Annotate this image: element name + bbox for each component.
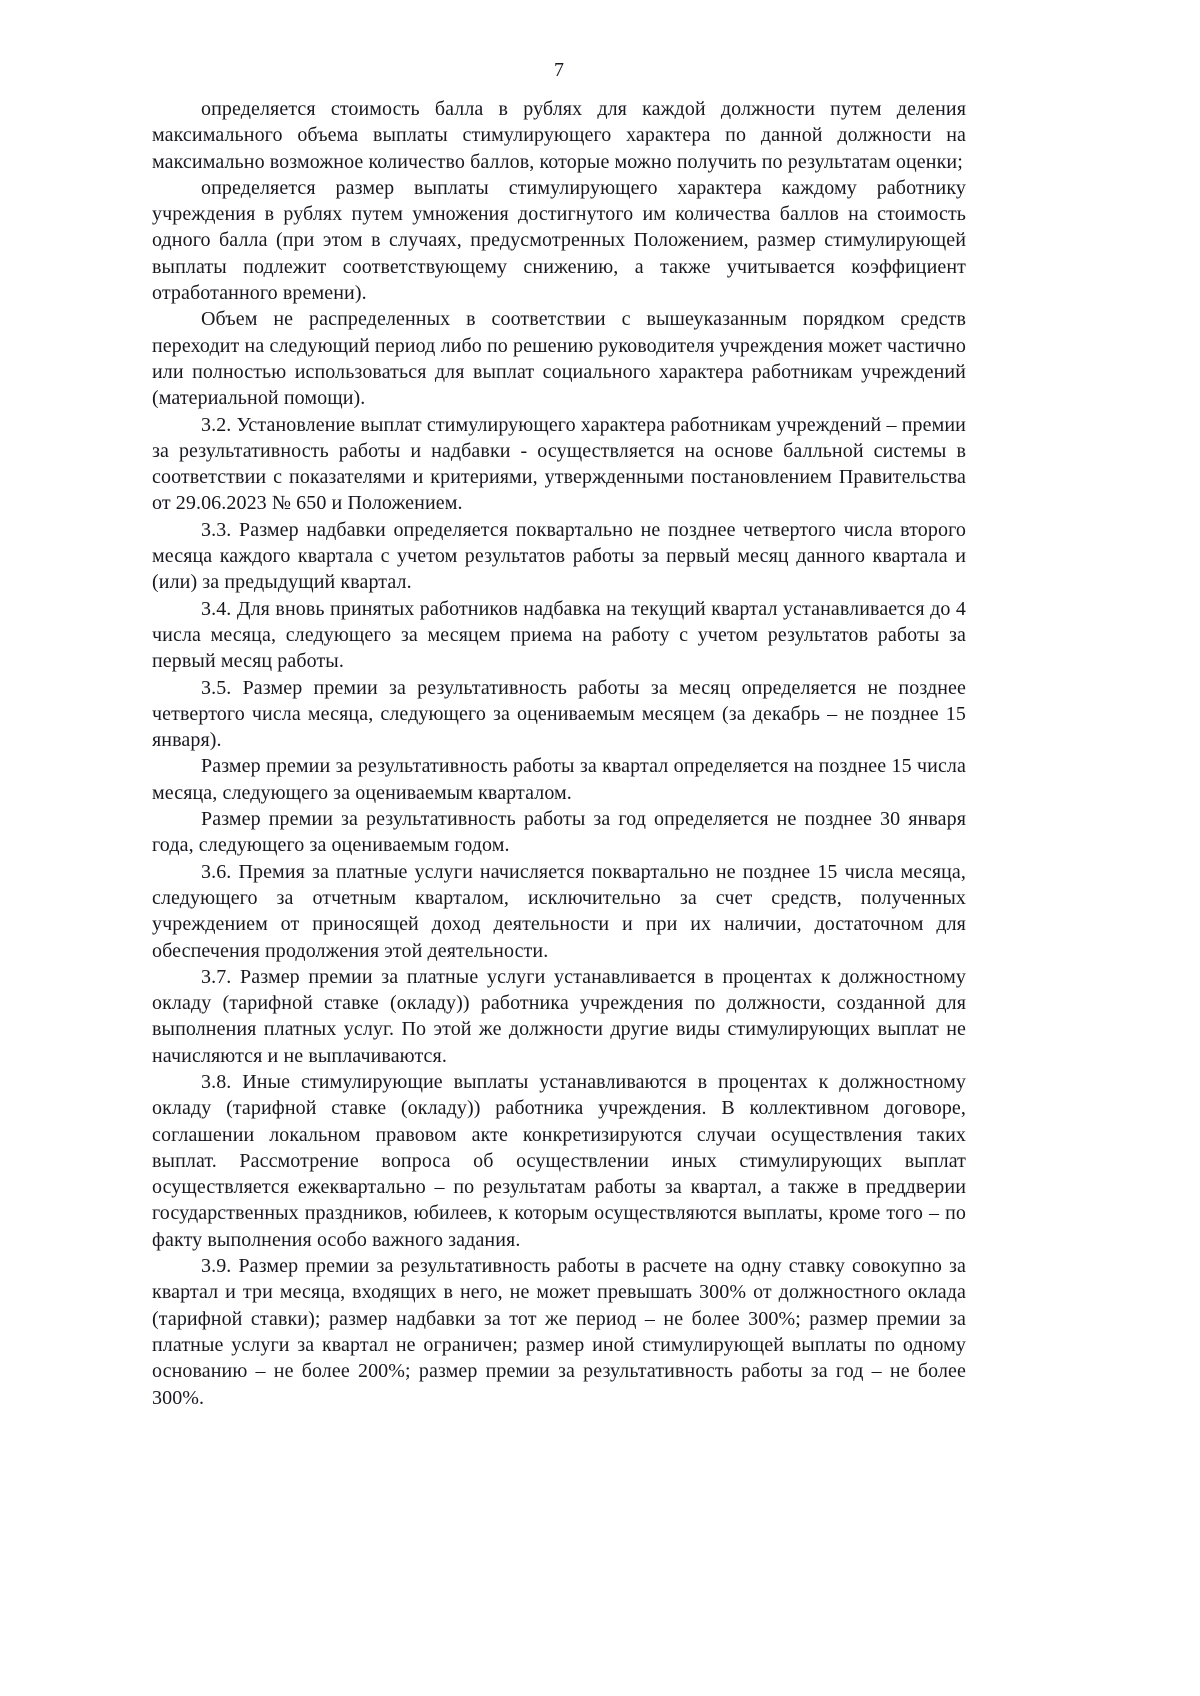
- page-number: 7: [554, 59, 564, 81]
- paragraph-3-2: 3.2. Установление выплат стимулирующего характера работникам учреждений – премии за результативность работы и надбавки - осуществляется на основе балльной системы в соответствии с показателями и критериями, утвержденными постановлением Правительства от 29.06.2023 № 650 и Положением.: [152, 413, 966, 515]
- document-body: [152, 96, 966, 1411]
- paragraph-3-3: 3.3. Размер надбавки определяется поквартально не позднее четвертого числа второго месяца каждого квартала с учетом результатов работы за первый месяц данного квартала и (или) за предыдущий квартал.: [152, 518, 966, 594]
- paragraph-3-5: 3.5. Размер премии за результативность работы за месяц определяется не позднее четвертого числа месяца, следующего за оцениваемым месяцем (за декабрь – не позднее 15 января).: [152, 676, 966, 752]
- paragraph-3-6: 3.6. Премия за платные услуги начисляется поквартально не позднее 15 числа месяца, следующего за отчетным кварталом, исключительно за счет средств, полученных учреждением от приносящей доход деятельности и при их наличии, достаточном для обеспечения продолжения этой деятельности.: [152, 860, 966, 962]
- paragraph-undistributed-funds: Объем не распределенных в соответствии с вышеуказанным порядком средств переходит на следующий период либо по решению руководителя учреждения может частично или полностью использоваться для выплат социального характера работникам учреждений (материальной помощи).: [152, 308, 966, 410]
- paragraph-quarterly-bonus: Размер премии за результативность работы за квартал определяется на позднее 15 числа месяца, следующего за оцениваемым кварталом.: [152, 755, 966, 804]
- paragraph-yearly-bonus: Размер премии за результативность работы за год определяется не позднее 30 января года, следующего за оцениваемым годом.: [152, 808, 966, 857]
- paragraph-determine-payment-size: определяется размер выплаты стимулирующего характера каждому работнику учреждения в рублях путем умножения достигнутого им количества баллов на стоимость одного балла (при этом в случаях, предусмотренных Положением, размер стимулирующей выплаты подлежит соответствующему снижению, а также учитывается коэффициент отработанного времени).: [152, 176, 966, 305]
- paragraph-3-7: 3.7. Размер премии за платные услуги устанавливается в процентах к должностному окладу (тарифной ставке (окладу)) работника учреждения по должности, созданной для выполнения платных услуг. По этой же должности другие виды стимулирующих выплат не начисляются и не выплачиваются.: [152, 965, 966, 1067]
- paragraph-determine-point-value: определяется стоимость балла в рублях для каждой должности путем деления максимального объема выплаты стимулирующего характера по данной должности на максимально возможное количество баллов, которые можно получить по результатам оценки;: [152, 98, 966, 173]
- paragraph-3-4: 3.4. Для вновь принятых работников надбавка на текущий квартал устанавливается до 4 числа месяца, следующего за месяцем приема на работу с учетом результатов работы за первый месяц работы.: [152, 597, 966, 673]
- paragraph-3-8: 3.8. Иные стимулирующие выплаты устанавливаются в процентах к должностному окладу (тарифной ставке (окладу)) работника учреждения. В коллективном договоре, соглашении локальном правовом акте конкретизируются случаи осуществления таких выплат. Рассмотрение вопроса об осуществлении иных стимулирующих выплат осуществляется ежеквартально – по результатам работы за квартал, а также в преддверии государственных праздников, юбилеев, к которым осуществляются выплаты, кроме того – по факту выполнения особо важного задания.: [152, 1070, 966, 1251]
- paragraph-3-9: 3.9. Размер премии за результативность работы в расчете на одну ставку совокупно за квартал и три месяца, входящих в него, не может превышать 300% от должностного оклада (тарифной ставки); размер надбавки за тот же период – не более 300%; размер премии за платные услуги за квартал не ограничен; размер иной стимулирующей выплаты по одному основанию – не более 200%; размер премии за результативность работы за год – не более 300%.: [152, 1255, 966, 1409]
